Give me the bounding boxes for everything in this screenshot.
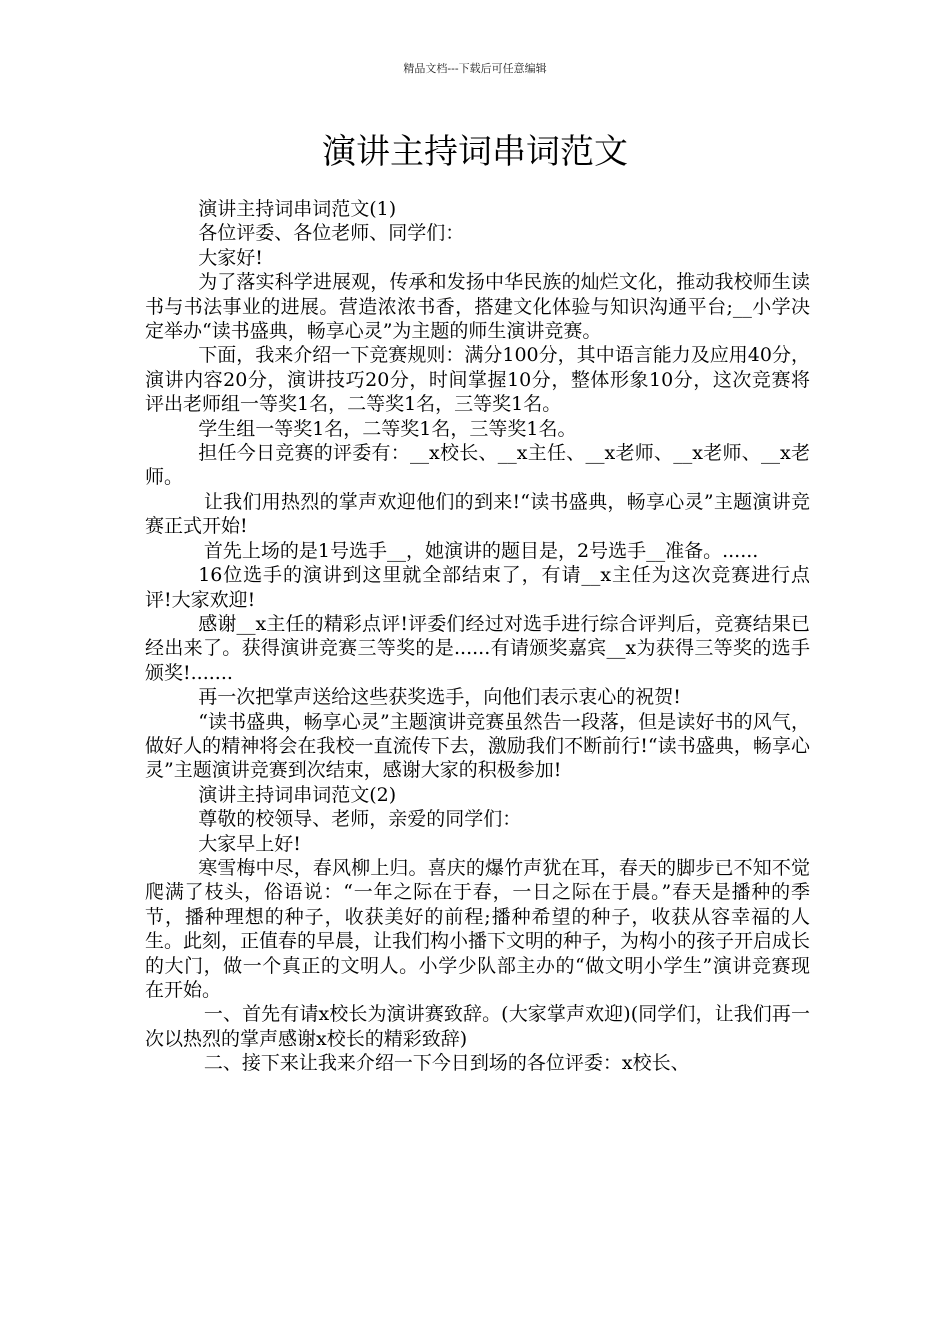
paragraph: 16位选手的演讲到这里就全部结束了，有请__x主任为这次竞赛进行点评!大家欢迎!: [145, 564, 810, 611]
paragraph: 学生组一等奖1名，二等奖1名，三等奖1名。: [198, 417, 577, 440]
paragraph: 寒雪梅中尽，春风柳上归。喜庆的爆竹声犹在耳，春天的脚步已不知不觉爬满了枝头，俗语说：“一年之际在于春，一日之际在于晨。”春天是播种的季节，播种理想的种子，收获美好的前程;播种希望的种子，收获从容幸福的人生。此刻，正值春的早晨，让我们构小播下文明的种子，为构小的孩子开启成长的大门，做一个真正的文明人。小学少队部主办的“做文明小学生”演讲竞赛现在开始。: [145, 856, 811, 1001]
salutation: 各位评委、各位老师、同学们：: [198, 222, 465, 245]
paragraph: 为了落实科学进展观，传承和发扬中华民族的灿烂文化，推动我校师生读书与书法事业的进展。营造浓浓书香，搭建文化体验与知识沟通平台;__小学决定举办“读书盛典，畅享心灵”为主题的师生演讲竞赛。: [145, 271, 810, 343]
paragraph: 二、接下来让我来介绍一下今日到场的各位评委：x校长、: [203, 1052, 690, 1075]
salutation: 尊敬的校领导、老师，亲爱的同学们：: [198, 808, 522, 831]
paragraph: 首先上场的是1号选手__，她演讲的题目是，2号选手__准备。......: [203, 539, 759, 562]
paragraph: 再一次把掌声送给这些获奖选手，向他们表示衷心的祝贺!: [198, 686, 681, 709]
header-note: 精品文档---下载后可任意编辑: [403, 62, 547, 75]
document-title: 演讲主持词串词范文: [322, 132, 628, 172]
paragraph: 感谢__x主任的精彩点评!评委们经过对选手进行综合评判后，竞赛结果已经出来了。获得演讲竞赛三等奖的是......有请颁奖嘉宾__x为获得三等奖的选手颁奖!.......: [145, 612, 810, 684]
paragraph: 下面，我来介绍一下竞赛规则：满分100分，其中语言能力及应用40分，演讲内容20分，演讲技巧20分，时间掌握10分，整体形象10分，这次竞赛将评出老师组一等奖1名，二等奖1名，三等奖1名。: [145, 344, 810, 416]
paragraph: 让我们用热烈的掌声欢迎他们的到来!“读书盛典，畅享心灵”主题演讲竞赛正式开始!: [145, 490, 810, 538]
greeting: 大家好!: [198, 246, 263, 269]
section-heading-2: 演讲主持词串词范文(2): [198, 783, 397, 806]
section-heading-1: 演讲主持词串词范文(1): [198, 198, 397, 220]
document-body: [145, 197, 810, 1076]
paragraph: “读书盛典，畅享心灵”主题演讲竞赛虽然告一段落，但是读好书的风气，做好人的精神将会在我校一直流传下去，激励我们不断前行!“读书盛典，畅享心灵”主题演讲竞赛到次结束，感谢大家的积极参加!: [145, 710, 810, 782]
paragraph: 一、首先有请x校长为演讲赛致辞。(大家掌声欢迎)(同学们，让我们再一次以热烈的掌声感谢x校长的精彩致辞): [145, 1003, 810, 1050]
greeting: 大家早上好!: [198, 832, 301, 855]
paragraph: 担任今日竞赛的评委有：__x校长、__x主任、__x老师、__x老师、__x老师。: [145, 442, 810, 489]
